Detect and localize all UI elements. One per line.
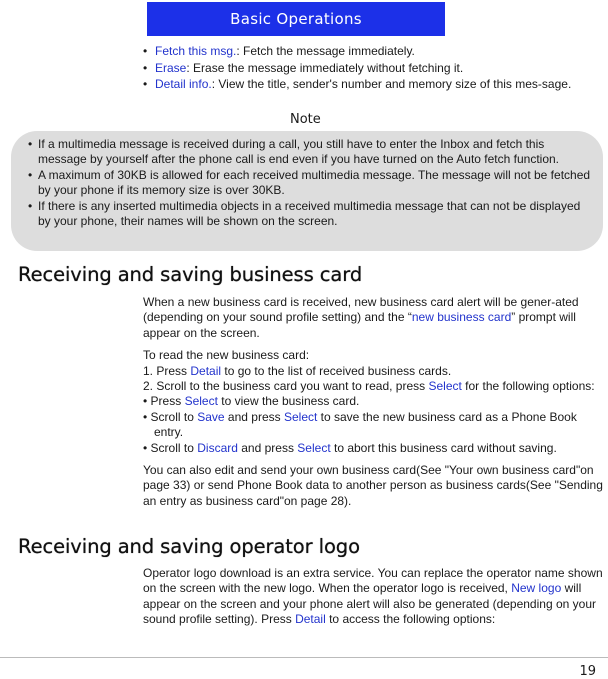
option-list	[143, 43, 598, 93]
softkey-text: Select	[283, 409, 318, 424]
option-desc: Fetch the message immediately.	[239, 44, 415, 58]
option-item: • Erase: Erase the message immediately without fetching it.	[143, 60, 464, 75]
option-item: • Fetch this msg.: Fetch the message immediately.	[143, 44, 415, 58]
softkey-text: Detail	[295, 612, 326, 627]
paragraph: Operator logo download is an extra service. You can replace the operator name shown on the screen with the new logo. When the operator logo is received, New logo will appear on the screen and your phone alert will also be generated (depending on your sound profile setting). Press Detail to access the following options:	[143, 566, 603, 627]
bullet-icon: •	[143, 60, 148, 75]
softkey-text: Select	[184, 394, 218, 409]
menu-text: Discard	[197, 440, 238, 455]
note-title: Note	[290, 112, 321, 127]
menu-text: Save	[197, 409, 225, 424]
bullet-icon: •	[28, 137, 33, 151]
option-item: • Detail info.: View the title, sender's number and memory size of this mes-sage.	[143, 77, 572, 92]
option-term: Fetch this msg.	[155, 44, 237, 58]
note-item: • A maximum of 30KB is allowed for each received multimedia message. The message will not be fetched by your phone if its memory size is over 30KB.	[28, 167, 591, 198]
bullet-icon: •	[28, 198, 33, 213]
section-body	[143, 566, 605, 628]
sub-option-item: • Press Select to view the business card.	[143, 394, 360, 409]
bullet-icon: •	[143, 394, 148, 409]
section-body	[143, 295, 605, 509]
sub-option-item: • Scroll to Save and press Select to save the new business card as a Phone Book entry.	[143, 409, 577, 440]
sub-option-item: • Scroll to Discard and press Select to abort this business card without saving.	[143, 440, 557, 455]
option-desc: Erase the message immediately without fetching it.	[189, 60, 464, 75]
paragraph: When a new business card is received, new business card alert will be gener-ated (depending on your sound profile setting) and the “new business card” prompt will appear on the screen.	[143, 295, 579, 340]
option-desc: View the title, sender's number and memory size of this mes-sage.	[215, 77, 572, 92]
page-number: 19	[579, 664, 596, 679]
step-item: 1. Press Detail to go to the list of received business cards.	[143, 363, 452, 378]
banner-title: Basic Operations	[230, 10, 362, 28]
bullet-icon: •	[143, 44, 148, 58]
bullet-icon: •	[143, 409, 148, 424]
bullet-icon: •	[28, 167, 33, 182]
softkey-text: Select	[428, 379, 462, 394]
bullet-icon: •	[143, 77, 148, 92]
note-item: • If a multimedia message is received during a call, you still have to enter the Inbox and fetch this message by yourself after the phone call is end even if you have turned on the Auto fetch function.	[28, 137, 559, 167]
footer-divider	[0, 657, 608, 658]
step-item: 2. Scroll to the business card you want to read, press Select for the following options:	[143, 379, 595, 394]
softkey-text: Select	[297, 440, 331, 455]
prompt-text: new business card	[411, 310, 512, 325]
section-heading: Receiving and saving operator logo	[18, 535, 360, 558]
prompt-text: New logo	[511, 581, 562, 596]
option-term: Detail info.	[155, 77, 212, 92]
note-item: • If there is any inserted multimedia objects in a received multimedia message that can not be displayed by your phone, their names will be shown on the screen.	[28, 198, 581, 229]
softkey-text: Detail	[190, 363, 222, 378]
bullet-icon: •	[143, 440, 148, 455]
option-term: Erase	[155, 60, 187, 75]
paragraph: To read the new business card:	[143, 348, 310, 363]
section-heading: Receiving and saving business card	[18, 263, 363, 286]
section-banner	[147, 2, 445, 36]
note-list	[28, 137, 593, 229]
paragraph: You can also edit and send your own business card(See "Your own business card"on page 33) or send Phone Book data to another person as business cards(See "Sending an entry as business card"on page 28).	[143, 463, 603, 508]
